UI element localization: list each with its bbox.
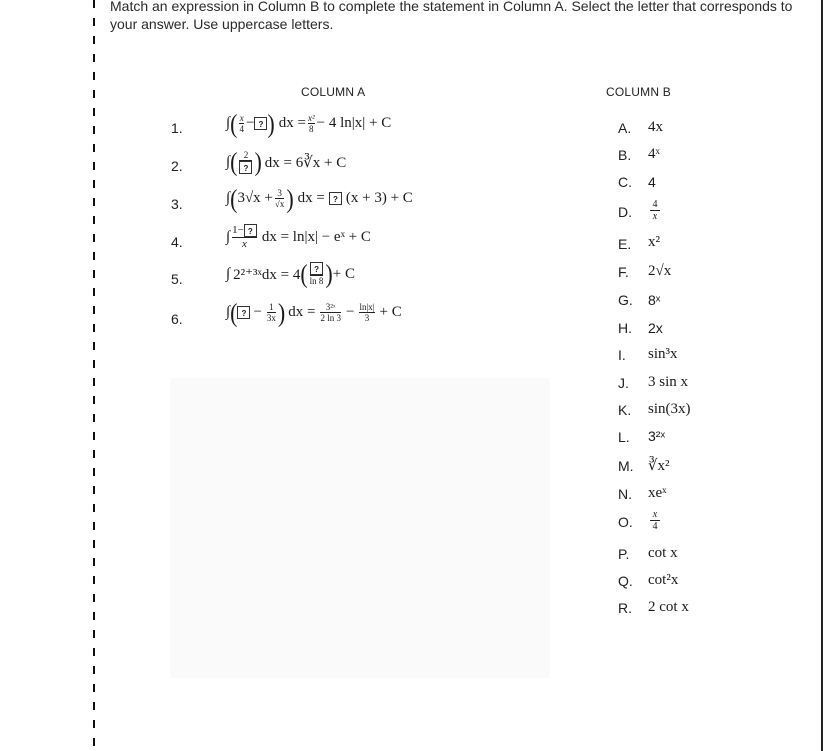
choice-value: 2x: [648, 320, 663, 336]
answer-box[interactable]: ?: [239, 161, 252, 174]
numerator: 4: [652, 199, 658, 210]
expr-text: dx = 6∛x + C: [264, 154, 347, 171]
fraction: [239, 150, 252, 174]
choice-value: x²: [648, 234, 660, 250]
column-b-header: COLUMN B: [606, 85, 671, 99]
paren: ): [277, 296, 286, 327]
denominator: 3x: [266, 313, 276, 323]
paren: (: [230, 296, 238, 327]
paren: (: [230, 107, 238, 138]
expression-3: [226, 182, 413, 213]
fraction: [275, 188, 284, 209]
item-number: 3.: [171, 196, 183, 212]
choice-letter: G.: [618, 292, 633, 308]
operator: −: [345, 304, 355, 320]
expression-4: [226, 224, 371, 251]
numerator: ln|x|: [359, 302, 375, 312]
paren: ): [254, 146, 262, 177]
expr-text: − 4 ln|x| + C: [316, 115, 392, 131]
answer-box[interactable]: ?: [310, 262, 323, 275]
denominator: 3: [364, 313, 370, 323]
operator: −: [253, 304, 262, 320]
dashed-margin-line: [93, 0, 95, 751]
choice-value: 2 cot x: [648, 599, 689, 615]
choice-fraction: [650, 509, 660, 532]
choice-value: ∛x²: [648, 458, 670, 474]
numerator: x: [239, 113, 244, 123]
fraction: [359, 302, 374, 323]
choice-letter: M.: [618, 458, 634, 474]
choice-fraction: [650, 199, 660, 222]
item-number: 2.: [171, 158, 183, 174]
choice-value: 3²ˣ: [648, 428, 666, 444]
integral-sign: ∫: [226, 115, 231, 131]
answer-box[interactable]: ?: [329, 192, 342, 205]
item-number: 4.: [171, 234, 183, 250]
choice-value: sin(3x): [648, 401, 691, 417]
choice-value: 3 sin x: [648, 374, 689, 390]
denominator: 4: [652, 521, 658, 532]
choice-value: 4x: [648, 119, 663, 135]
choice-value: 4: [648, 174, 656, 190]
paren: (: [230, 146, 238, 177]
fraction: [310, 262, 324, 286]
answer-box[interactable]: ?: [254, 117, 267, 130]
item-number: 1.: [171, 120, 183, 136]
denominator: 4: [239, 124, 244, 134]
numerator: [232, 224, 257, 237]
choice-letter: P.: [618, 546, 630, 562]
choice-letter: B.: [618, 147, 632, 163]
expression-2: [226, 146, 347, 177]
choice-letter: D.: [618, 204, 632, 220]
choice-letter: Q.: [618, 573, 633, 589]
integral-sign: ∫: [226, 190, 231, 206]
expr-text: + C: [379, 304, 402, 320]
expr-text: (x + 3) + C: [345, 190, 413, 206]
choice-letter: I.: [618, 347, 626, 363]
choice-letter: O.: [618, 514, 633, 530]
choice-value: 8ˣ: [648, 292, 661, 308]
choice-letter: J.: [618, 375, 629, 391]
integral-sign: ∫: [226, 304, 231, 320]
choice-value: cot x: [648, 545, 678, 561]
choice-value: xeˣ: [648, 485, 667, 501]
paren: (: [300, 258, 308, 289]
paren: ): [325, 258, 333, 289]
expr-text: dx =: [297, 190, 325, 206]
column-a-header: COLUMN A: [301, 85, 366, 99]
item-number: 6.: [171, 311, 183, 327]
numerator-text: 1−: [232, 224, 244, 237]
numerator: x: [652, 509, 658, 520]
choice-letter: N.: [618, 486, 632, 502]
expression-5: [226, 258, 355, 289]
numerator: x²: [307, 113, 315, 123]
choice-letter: A.: [618, 120, 632, 136]
expr-text: dx =: [278, 115, 306, 131]
denominator: 8: [309, 124, 314, 134]
redacted-area: [150, 338, 570, 688]
numerator: 1: [269, 302, 274, 312]
integral-sign: ∫: [226, 153, 231, 170]
choice-letter: C.: [618, 174, 632, 190]
fraction: [308, 113, 315, 134]
paren: (: [230, 182, 238, 213]
choice-letter: H.: [618, 320, 632, 336]
numerator: 3²ˣ: [325, 302, 336, 312]
fraction: [267, 302, 276, 323]
choice-letter: K.: [618, 402, 632, 418]
expr-text: 3√x +: [237, 190, 273, 206]
smudge: [170, 378, 550, 678]
instructions-text: Match an expression in Column B to complete the statement in Column A. Select the letter that corresponds to your answer. Use uppercase letters.: [110, 0, 793, 32]
operator: −: [245, 115, 255, 131]
choice-letter: F.: [618, 264, 629, 280]
expr-text: dx = ln|x| − eˣ + C: [261, 229, 371, 246]
integral-sign: ∫: [226, 229, 231, 246]
fraction: [239, 113, 244, 134]
choice-value: sin³x: [648, 346, 678, 362]
choice-letter: E.: [618, 236, 632, 252]
denominator: x: [242, 238, 247, 251]
expr-text: 2²⁺³ˣdx = 4: [233, 266, 301, 283]
item-number: 5.: [171, 271, 183, 287]
denominator: ln 8: [309, 276, 324, 286]
choice-letter: R.: [618, 600, 632, 616]
numerator: 2: [243, 150, 249, 160]
choice-value: 4ˣ: [648, 146, 660, 162]
denominator: √x: [274, 199, 285, 209]
expression-1: [226, 107, 392, 138]
expr-text: + C: [332, 265, 355, 282]
answer-box[interactable]: ?: [244, 224, 257, 237]
choice-letter: L.: [618, 429, 630, 445]
choice-value: cot²x: [648, 572, 679, 588]
expr-text: dx =: [288, 304, 316, 320]
paren: ): [286, 182, 294, 213]
fraction: [232, 224, 257, 251]
denominator: x: [652, 211, 658, 222]
fraction: [320, 302, 341, 323]
numerator: 3: [277, 188, 282, 198]
paren: ): [267, 107, 275, 138]
expression-6: [226, 296, 402, 327]
denominator: 2 ln 3: [320, 313, 341, 323]
answer-box[interactable]: ?: [237, 306, 250, 319]
integral-sign: ∫: [226, 265, 231, 282]
choice-value: 2√x: [648, 263, 672, 279]
